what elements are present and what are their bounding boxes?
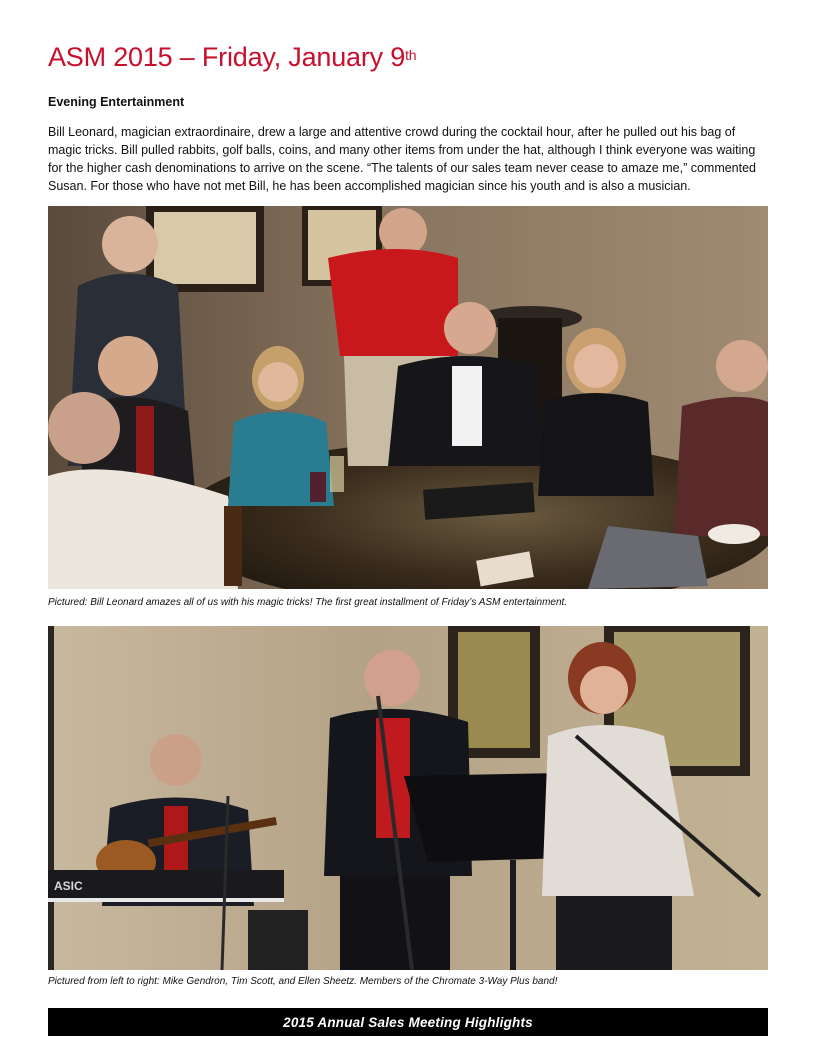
band-photo [48,626,768,970]
section-heading: Evening Entertainment [48,95,185,109]
section-paragraph: Bill Leonard, magician extraordinaire, drew a large and attentive crowd during the cocktail hour, after he pulled out his bag of magic tricks. Bill pulled rabbits, golf balls, coins, and many other items from under the hat, although I think everyone was waiting for the higher cash denominations to arrive on the scene. “The talents of our sales team never cease to amaze me,” commented Susan. For those who have not met Bill, he has been accomplished magician since his youth and is also a musician. [48,125,757,193]
photo-caption-band: Pictured from left to right: Mike Gendron, Tim Scott, and Ellen Sheetz. Members of the Chromate 3-Way Plus band! [48,976,558,987]
footer-text: 2015 Annual Sales Meeting Highlights [283,1014,533,1030]
page-title [48,40,416,74]
keyboard-brand: ASIC [54,879,83,893]
footer-bar [48,1008,768,1036]
page-title-superscript: th [405,47,417,63]
photo-caption-magician: Pictured: Bill Leonard amazes all of us with his magic tricks! The first great installment of Friday’s ASM entertainment. [48,597,568,608]
magician-photo [48,206,768,589]
page-title-text: ASM 2015 – Friday, January 9 [48,42,406,72]
